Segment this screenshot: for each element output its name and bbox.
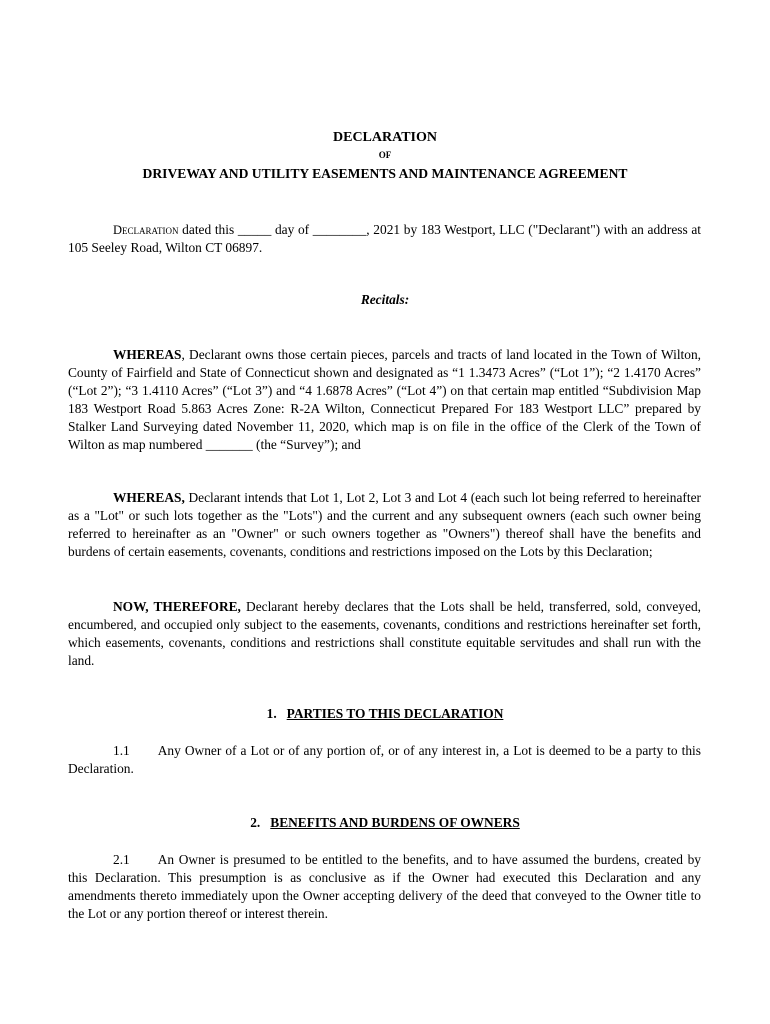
section-1-1-number: 1.1 (113, 743, 130, 758)
intro-text: dated this _____ day of ________, 2021 by 183 Westport, LLC ("Declarant") with an address at 105 Seeley Road, Wilton CT 06897. (68, 222, 701, 255)
whereas-paragraph-2 (68, 489, 701, 561)
section-2-1-paragraph (68, 851, 701, 923)
section-1-1-paragraph (68, 742, 701, 778)
whereas-paragraph-1 (68, 346, 701, 454)
section-2-title: BENEFITS AND BURDENS OF OWNERS (270, 815, 520, 830)
recitals-heading: Recitals: (360, 292, 410, 307)
section-1-title: PARTIES TO THIS DECLARATION (286, 706, 504, 721)
intro-lead: Declaration (113, 223, 179, 237)
section-1-1-text: Any Owner of a Lot or of any portion of, or of any interest in, a Lot is deemed to be a party to this Declaration. (68, 743, 701, 776)
section-1-number: 1. (266, 706, 277, 721)
section-2-1-text: An Owner is presumed to be entitled to the benefits, and to have assumed the burdens, created by this Declaration. This presumption is as conclusive as if the Owner had executed this Declaration and any amendments thereto immediately upon the Owner accepting delivery of the deed that conveyed to the Owner title to the Lot or any portion thereof or interest therein. (68, 852, 701, 921)
now-therefore-paragraph (68, 598, 701, 670)
whereas-2-text: Declarant intends that Lot 1, Lot 2, Lot 3 and Lot 4 (each such lot being referred to hereinafter as a "Lot" or such lots together as the "Lots") and the current and any subsequent owners (each such owner being referred to hereinafter as an "Owner" or such owners together as "Owners") thereof shall have the benefits and burdens of certain easements, covenants, conditions and restrictions imposed on the Lots by this Declaration; (68, 490, 701, 559)
section-2-number: 2. (250, 815, 261, 830)
now-therefore-lead: NOW, THEREFORE, (113, 599, 241, 614)
section-2-1-number: 2.1 (113, 852, 130, 867)
document-subtitle: DRIVEWAY AND UTILITY EASEMENTS AND MAINTENANCE AGREEMENT (142, 166, 628, 181)
intro-paragraph (68, 221, 701, 257)
whereas-2-lead: WHEREAS, (113, 490, 185, 505)
now-therefore-text: Declarant hereby declares that the Lots shall be held, transferred, sold, conveyed, encumbered, and occupied only subject to the easements, covenants, conditions and restrictions hereinafter set forth, which easements, covenants, conditions and restrictions shall constitute equitable servitudes and shall run with the land. (68, 599, 701, 668)
document-title: DECLARATION (333, 130, 437, 145)
document-title-of: OF (378, 150, 392, 160)
section-2-heading (0, 815, 770, 831)
section-1-heading (0, 706, 770, 722)
whereas-1-lead: WHEREAS (113, 347, 182, 362)
whereas-1-text: , Declarant owns those certain pieces, parcels and tracts of land located in the Town of Wilton, County of Fairfield and State of Connecticut shown and designated as “1 1.3473 Acres” (“Lot 1”); “2 1.4170 Acres” (“Lot 2”); “3 1.4110 Acres” (“Lot 3”) and “4 1.6878 Acres” (“Lot 4”) on that certain map entitled “Subdivision Map 183 Westport Road 5.863 Acres Zone: R-2A Wilton, Connecticut Prepared For 183 Westport LLC” prepared by Stalker Land Surveying dated November 11, 2020, which map is on file in the office of the Clerk of the Town of Wilton as map numbered _______ (the “Survey”); and (68, 347, 701, 452)
